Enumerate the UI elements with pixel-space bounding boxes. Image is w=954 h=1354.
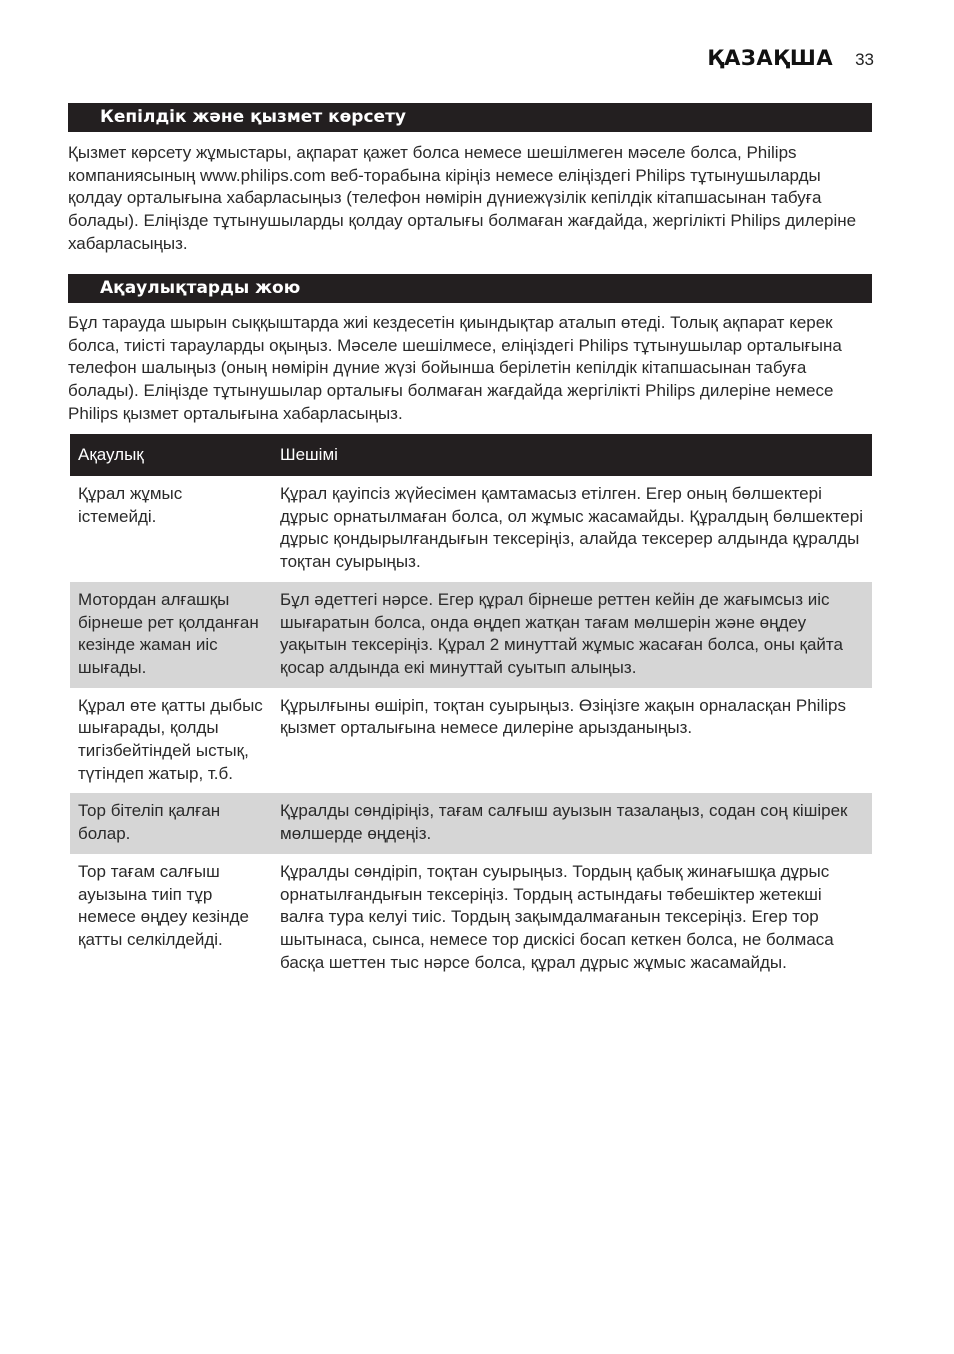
language-label: ҚАЗАҚША <box>707 46 834 70</box>
section-title-troubleshooting: Ақаулықтарды жою <box>68 274 872 303</box>
table-row <box>70 793 872 853</box>
troubleshooting-paragraph: Бұл тарауда шырын сыққыштарда жиі кездесетін қиындықтар аталып өтеді. Толық ақпарат керек болса, тиісті тарауларды оқыңыз. Мәселе шешілмесе, еліңіздегі Philips тұтынушылар орталығына телефон шалыңыз (оның нөмірін дүние жүзі бойынша берілетін кепілдік кітапшасынан табуға болады). Еліңізде тұтынушылар орталығы болмаған жағдайда жергілікті Philips дилеріне немесе Philips қызмет орталығына хабарласыңыз. <box>68 313 842 423</box>
solution-cell: Құралды сөндіріп, тоқтан суырыңыз. Тордың қабық жинағышқа дұрыс орнатылғандығын тексеріңіз. Тордың астындағы төбешіктер жетекші валға тура келуі тиіс. Тордың зақымдалмағанын тексеріңіз. Егер тор шытынаса, сынса, немесе тор дискісі босап кеткен болса, не болмаса басқа шеттен тыс нәрсе болса, құрал дұрыс жұмыс жасамайды. <box>280 861 834 972</box>
table-header-row <box>70 434 872 476</box>
table-row <box>70 476 872 582</box>
problem-cell: Құрал жұмыс істемейді. <box>78 484 183 526</box>
problem-cell: Тор бітеліп қалған болар. <box>70 793 272 853</box>
problem-cell: Тор тағам салғыш ауызына тиіп тұр немесе өңдеу кезінде қатты селкілдейді. <box>78 861 249 949</box>
column-header-solution: Шешімі <box>272 434 872 476</box>
warranty-paragraph: Қызмет көрсету жұмыстары, ақпарат қажет болса немесе шешілмеген мәселе болса, Philips компаниясының www.philips.com веб-торабына кіріңіз немесе еліңіздегі Philips тұтынушыларды қолдау орталығына хабарласыңыз (телефон нөмірін дүниежүзілік кепілдік кітапшасынан табуға болады). Еліңізде тұтынушыларды қолдау орталығы болмаған жағдайда, жергілікті Philips дилеріне хабарласыңыз. <box>68 143 857 253</box>
problem-cell: Мотордан алғашқы бірнеше рет қолданған кезінде жаман иіс шығады. <box>70 582 272 688</box>
problem-cell: Құрал өте қатты дыбыс шығарады, қолды тигізбейтіндей ыстық, түтіндеп жатыр, т.б. <box>78 695 263 783</box>
section-title-warranty: Кепілдік және қызмет көрсету <box>68 103 872 132</box>
table-row <box>70 688 872 794</box>
page-header <box>707 46 874 78</box>
solution-cell: Құрылғыны өшіріп, тоқтан суырыңыз. Өзіңізге жақын орналасқан Philips қызмет орталығына немесе дилеріне арызданыңыз. <box>280 695 846 738</box>
solution-cell: Бұл әдеттегі нәрсе. Егер құрал бірнеше реттен кейін де жағымсыз иіс шығаратын болса, онда өңдеп жатқан тағам мөлшерін және өңдеу уақытын тексеріңіз. Құрал 2 минуттай жұмыс жасаған болса, оны қайта қосар алдында екі минуттай суытып алыңыз. <box>272 582 872 688</box>
column-header-problem: Ақаулық <box>70 434 272 476</box>
table-row <box>70 854 872 983</box>
table-row <box>70 582 872 688</box>
solution-cell: Құралды сөндіріңіз, тағам салғыш ауызын тазалаңыз, содан соң кішірек мөлшерде өңдеңіз. <box>272 793 872 853</box>
page-number: 33 <box>855 50 874 69</box>
solution-cell: Құрал қауіпсіз жүйесімен қамтамасыз етілген. Егер оның бөлшектері дұрыс орнатылмаған болса, ол жұмыс жасамайды. Құралдың бөлшектері дұрыс қондырылғандығын тексеріңіз, алайда тексерер алдында құралды тоқтан суырыңыз. <box>280 484 863 572</box>
troubleshooting-table <box>70 434 872 982</box>
